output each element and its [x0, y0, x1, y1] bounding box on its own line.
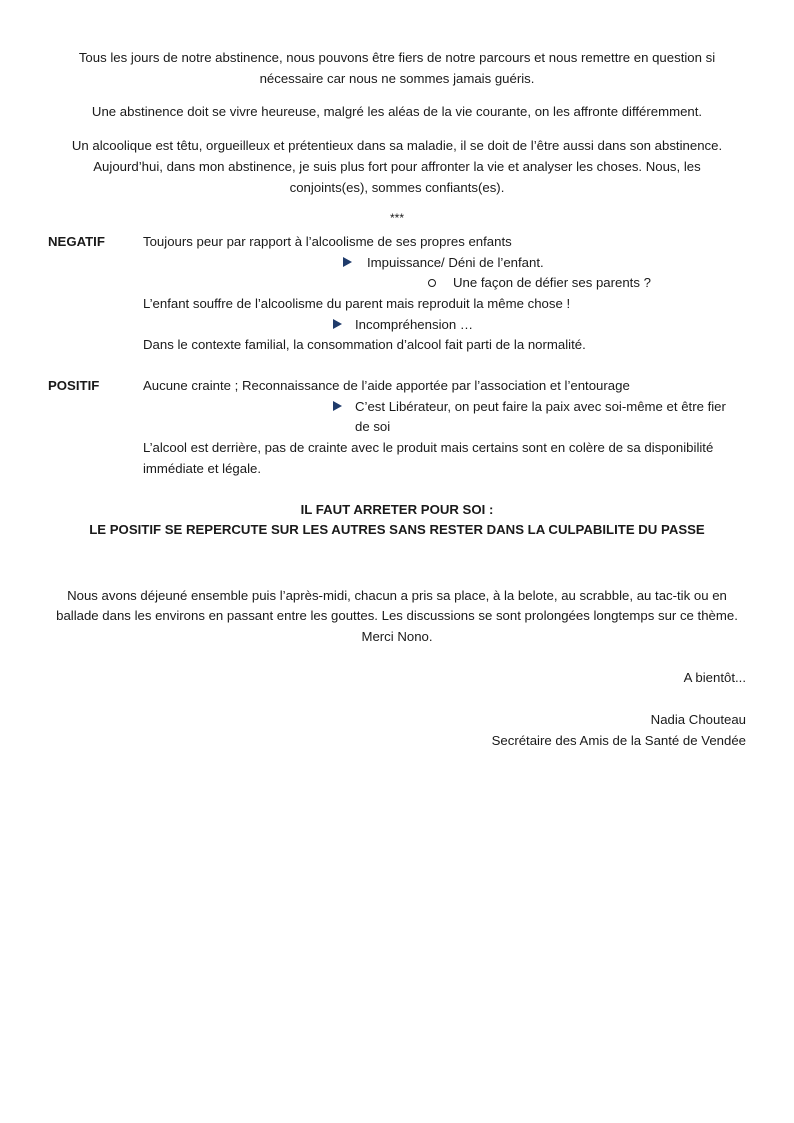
signature-title: Secrétaire des Amis de la Santé de Vendée [491, 733, 746, 748]
conclusion-heading1: IL FAUT ARRETER POUR SOI : [300, 502, 494, 517]
intro-p3-line1: Un alcoolique est têtu, orgueilleux et prétentieux dans sa maladie, il se doit de l’être aussi dans son abstinence. [71, 138, 723, 153]
positif-bullet1-line2: de soi [355, 419, 391, 434]
closing-line3: Merci Nono. [361, 629, 433, 644]
negatif-bullet2: Incompréhension … [355, 317, 474, 332]
negatif-line3: Dans le contexte familial, la consommation d’alcool fait parti de la normalité. [143, 337, 586, 352]
negatif-bullet1: Impuissance/ Déni de l’enfant. [367, 255, 544, 270]
signature-name: Nadia Chouteau [650, 712, 746, 727]
intro-p3-line2: Aujourd’hui, dans mon abstinence, je suis plus fort pour affronter la vie et analyser les choses. Nous, les [93, 159, 701, 174]
arrow-bullet-icon [333, 401, 342, 411]
positif-bullet1-line1: C’est Libérateur, on peut faire la paix avec soi-même et être fier [355, 399, 726, 414]
positif-label: POSITIF [48, 378, 100, 393]
positif-line1: Aucune crainte ; Reconnaissance de l’aide apportée par l’association et l’entourage [143, 378, 630, 393]
intro-p2: Une abstinence doit se vivre heureuse, malgré les aléas de la vie courante, on les affronte différemment. [91, 104, 703, 119]
closing-line1: Nous avons déjeuné ensemble puis l’après-midi, chacun a pris sa place, à la belote, au scrabble, au tac-tik ou en [67, 588, 727, 603]
closing-line2: ballade dans les environs en passant entre les gouttes. Les discussions se sont prolongées longtemps sur ce thème. [56, 608, 738, 623]
intro-p1-line1: Tous les jours de notre abstinence, nous pouvons être fiers de notre parcours et nous remettre en question si [78, 50, 716, 65]
separator: *** [389, 211, 404, 225]
negatif-line2: L’enfant souffre de l’alcoolisme du parent mais reproduit la même chose ! [143, 296, 571, 311]
circle-bullet-icon [428, 279, 436, 287]
arrow-bullet-icon [343, 257, 352, 267]
farewell: A bientôt... [683, 670, 746, 685]
positif-line2b: immédiate et légale. [143, 461, 262, 476]
negatif-sub-bullet1: Une façon de défier ses parents ? [453, 275, 651, 290]
intro-p3-line3: conjoints(es), sommes confiants(es). [289, 180, 505, 195]
negatif-label: NEGATIF [48, 234, 105, 249]
conclusion-heading2: LE POSITIF SE REPERCUTE SUR LES AUTRES SANS RESTER DANS LA CULPABILITE DU PASSE [89, 522, 705, 537]
positif-line2a: L’alcool est derrière, pas de crainte avec le produit mais certains sont en colère de sa disponibilité [143, 440, 714, 455]
intro-p1-line2: nécessaire car nous ne sommes jamais guéris. [259, 71, 535, 86]
negatif-line1: Toujours peur par rapport à l’alcoolisme de ses propres enfants [143, 234, 512, 249]
arrow-bullet-icon [333, 319, 342, 329]
